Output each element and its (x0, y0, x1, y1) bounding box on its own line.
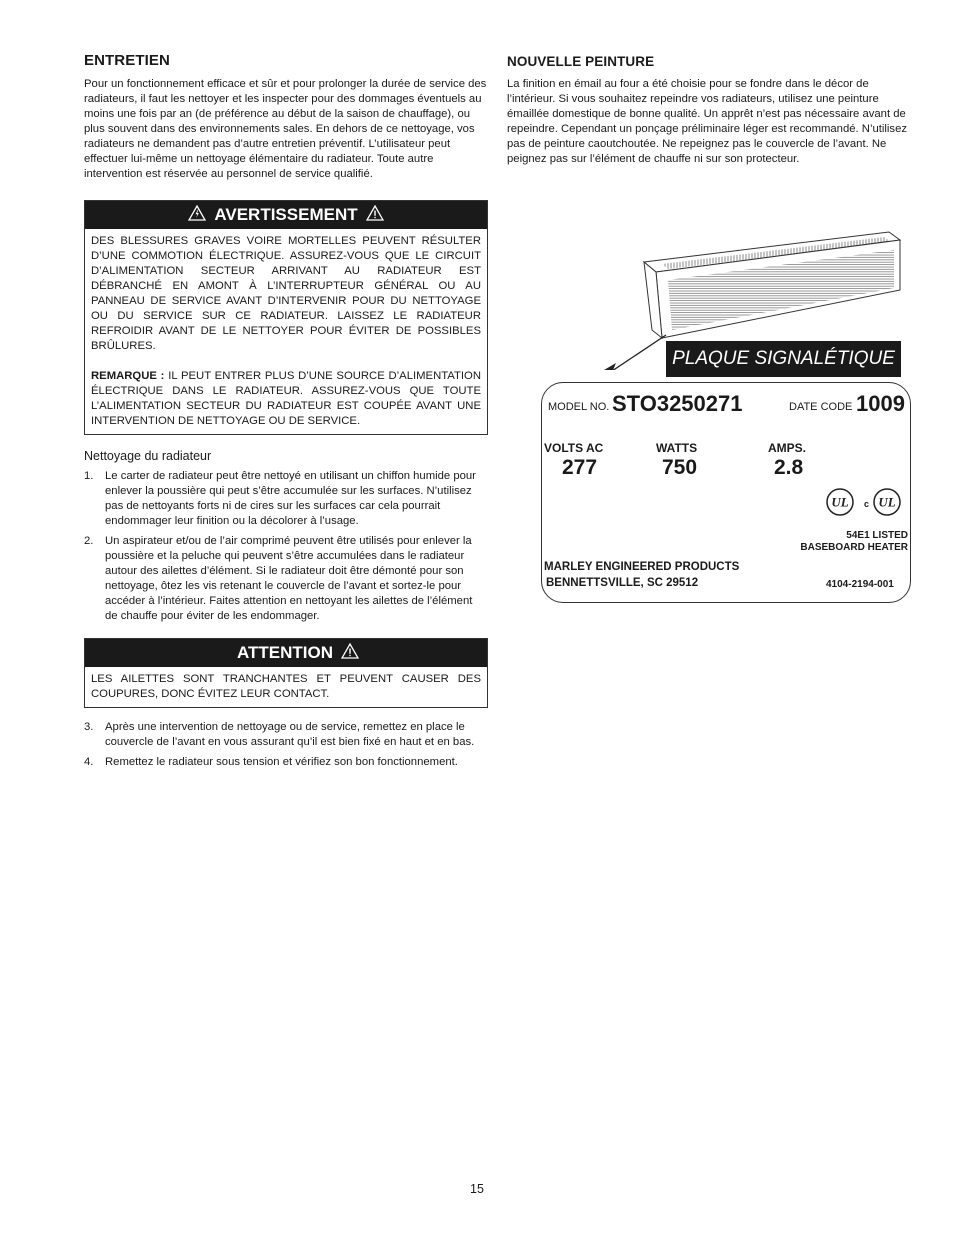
left-column (84, 52, 488, 775)
entretien-body: Pour un fonctionnement efficace et sûr et pour prolonger la durée de service des radiateurs, il faut les nettoyer et les inspecter pour des dommages éventuels au moins une fois par an (de préférence au début de la saison de chauffage), ou plus souvent dans des environnements sales. En dehors de ce nettoyage, vos radiateurs ne demandent pas d’autre entretien préventif. L’utilisateur peut effectuer lui-même un nettoyage élémentaire du radiateur. Toute autre intervention est réservée au personnel de service qualifié. (84, 78, 487, 180)
item-number: 3. (84, 721, 94, 733)
ul-listed-icon (825, 487, 855, 517)
maker-line-1: MARLEY ENGINEERED PRODUCTS (544, 561, 740, 573)
remarque-label: REMARQUE : (91, 370, 165, 382)
peinture-heading: NOUVELLE PEINTURE (507, 54, 655, 69)
remarque-text: IL PEUT ENTRER PLUS D’UNE SOURCE D’ALIMENTATION ÉLECTRIQUE DANS LE RADIATEUR. ASSUREZ-VOUS QUE TOUTE L’ALIMENTATION SECTEUR DU RADIATEUR EST COUPÉE AVANT UNE INTERVENTION DE NETTOYAGE OU DE SERVICE. (91, 370, 481, 427)
date-code-label: DATE CODE (789, 401, 853, 413)
avertissement-header (85, 201, 487, 229)
final-steps-list (84, 720, 488, 770)
list-item (84, 534, 488, 624)
item-number: 1. (84, 470, 94, 482)
item-text: Après une intervention de nettoyage ou de service, remettez en place le couvercle de l’avant en vous assurant qu’il est bien fixé en haut et en bas. (105, 721, 475, 748)
maker-line-2: BENNETTSVILLE, SC 29512 (546, 577, 699, 589)
listing-line-1: 54E1 LISTED (846, 530, 908, 541)
attention-box (84, 638, 488, 708)
peinture-body: La finition en émail au four a été choisie pour se fondre dans le décor de l’intérieur. Si vous souhaitez repeindre vos radiateurs, utilisez une peinture émaillée domestique de bonne qualité. Un apprêt n’est pas nécessaire avant de repeindre. Cependant un ponçage préliminaire léger est recommandé. N’utilisez pas de peinture caoutchoutée. Ne repeignez pas le couvercle de l’avant. Ne peignez pas sur l’élément de chauffe ni sur son protecteur. (507, 78, 908, 165)
right-column (507, 52, 913, 167)
warning-triangle-icon (341, 643, 359, 664)
nameplate-label: PLAQUE SIGNALÉTIQUE (666, 341, 901, 377)
amps-value: 2.8 (774, 456, 804, 479)
remarque-paragraph (91, 369, 481, 429)
watts-label: WATTS (656, 441, 698, 455)
rating-nameplate (541, 382, 911, 603)
attention-text: LES AILETTES SONT TRANCHANTES ET PEUVENT CAUSER DES COUPURES, DONC ÉVITEZ LEUR CONTACT. (91, 673, 481, 700)
page-number: 15 (470, 1182, 484, 1196)
list-item (84, 755, 488, 770)
cul-mark-text: UL (878, 494, 896, 510)
model-number: STO3250271 (612, 391, 743, 416)
listing-line-2: BASEBOARD HEATER (800, 542, 908, 553)
avertissement-body (85, 229, 487, 434)
avertissement-text: DES BLESSURES GRAVES VOIRE MORTELLES PEUVENT RÉSULTER D’UNE COMMOTION ÉLECTRIQUE. ASSUREZ-VOUS QUE LE CIRCUIT D’ALIMENTATION SECTEUR ARRIVANT AU RADIATEUR EST DÉBRANCHÉ EN AMONT À L’INTERRUPTEUR GÉNÉRAL OU AU PANNEAU DE SERVICE AVANT D’INTERVENIR POUR DU NETTOYAGE OU DU SERVICE SUR CE RADIATEUR. LAISSEZ LE RADIATEUR REFROIDIR AVANT DE LE NETTOYER POUR ÉVITER DE POSSIBLES BRÛLURES. (91, 235, 481, 352)
ul-mark-text: UL (831, 494, 849, 510)
attention-header (85, 639, 487, 667)
amps-label: AMPS. (768, 441, 807, 455)
watts-value: 750 (662, 456, 698, 479)
attention-body (85, 667, 487, 707)
list-item (84, 469, 488, 529)
warning-triangle-icon (188, 205, 206, 226)
part-number: 4104-2194-001 (826, 579, 894, 590)
item-text: Le carter de radiateur peut être nettoyé en utilisant un chiffon humide pour enlever la poussière qui peut s’être accumulée sur les surfaces. N’utilisez pas de nettoyants forts ni de cires sur les surfaces car cela pourrait endommager leur finition ou la décolorer à l’usage. (105, 470, 476, 527)
warning-triangle-icon (366, 205, 384, 226)
cul-listed-icon (872, 487, 902, 517)
avertissement-title: AVERTISSEMENT (214, 205, 358, 224)
list-item (84, 720, 488, 750)
entretien-heading: ENTRETIEN (84, 52, 170, 69)
model-label: MODEL NO. (548, 401, 610, 413)
item-text: Remettez le radiateur sous tension et vérifiez son bon fonctionnement. (105, 756, 458, 768)
volts-label: VOLTS AC (544, 441, 604, 455)
ul-canada-c: c (864, 499, 870, 509)
item-number: 2. (84, 535, 94, 547)
attention-title: ATTENTION (237, 643, 334, 662)
volts-value: 277 (562, 456, 598, 479)
date-code: 1009 (856, 391, 905, 416)
item-text: Un aspirateur et/ou de l’air comprimé peuvent être utilisés pour enlever la poussière et la peluche qui peuvent s’être accumulées dans le radiateur autour des ailettes d’élément. Si le radiateur doit être démonté pour son nettoyage, ôtez les vis retenant le couvercle de l’avant et sortez-le pour accéder à l’intérieur. Faites attention en nettoyant les ailettes de l’élément de chauffe pour éviter de les endommager. (105, 535, 473, 622)
avertissement-box (84, 200, 488, 435)
nettoyage-list (84, 469, 488, 624)
item-number: 4. (84, 756, 94, 768)
nettoyage-heading: Nettoyage du radiateur (84, 449, 212, 463)
